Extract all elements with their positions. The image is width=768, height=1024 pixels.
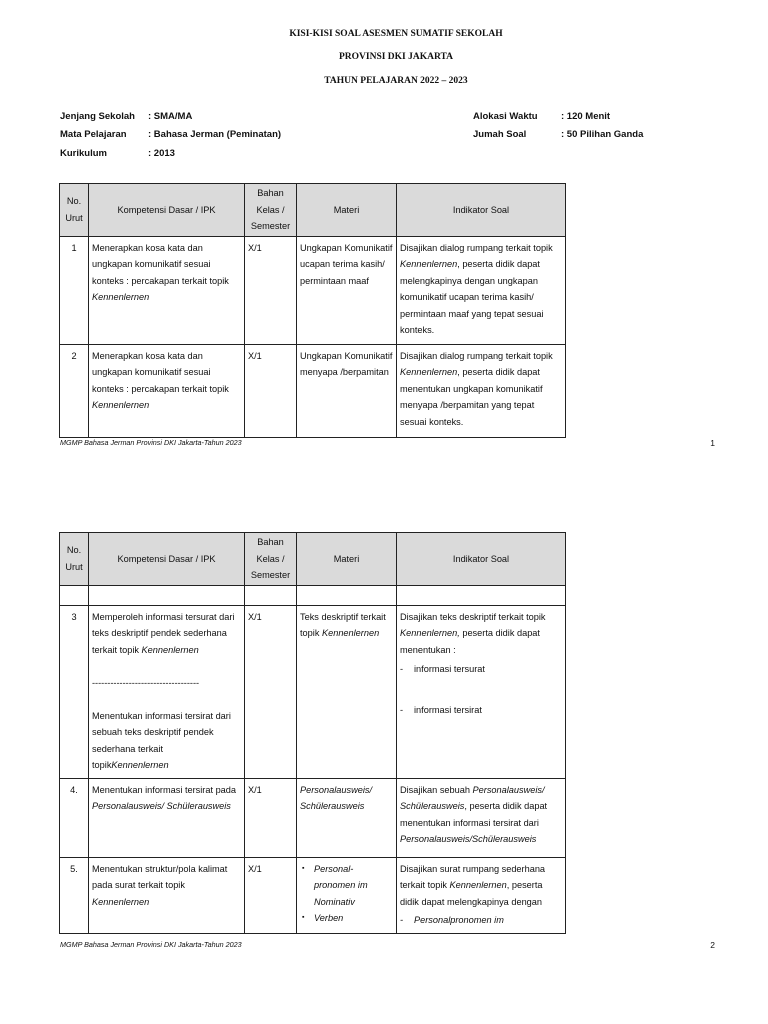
footer-text: MGMP Bahasa Jerman Provinsi DKI Jakarta-Tahun 2023 xyxy=(60,438,242,447)
kelas-cell: X/1 xyxy=(245,344,297,437)
meta-key-mapel: Mata Pelajaran xyxy=(60,129,127,140)
table-header-row xyxy=(60,533,566,586)
meta-key-jenjang: Jenjang Sekolah xyxy=(60,111,135,122)
meta-right xyxy=(473,111,673,151)
materi-cell: Teks deskriptif terkait topik Kennenlernen xyxy=(297,605,397,778)
table-row xyxy=(60,605,566,778)
indikator-cell: Disajikan surat rumpang sederhana terkait topik Kennenlernen, peserta didik dapat melengkapinya dengan - Personalpronomen im xyxy=(397,857,566,933)
table-header-row xyxy=(60,184,566,237)
kompetensi-cell: Menerapkan kosa kata dan ungkapan komunikatif sesuai konteks : percakapan terkait topik Kennenlernen xyxy=(89,236,245,344)
meta-value-kurikulum: : 2013 xyxy=(148,148,175,159)
page-footer-1 xyxy=(60,438,715,447)
footer-text: MGMP Bahasa Jerman Provinsi DKI Jakarta-Tahun 2023 xyxy=(60,940,242,949)
meta-value-jenjang: : SMA/MA xyxy=(148,111,193,122)
materi-cell: Personalausweis/ Schülerausweis xyxy=(297,778,397,857)
row-number: 5. xyxy=(60,857,89,933)
list-item: ▪ Verben xyxy=(300,910,393,927)
header-kelas: Bahan Kelas / Semester xyxy=(245,533,297,586)
header-materi: Materi xyxy=(297,184,397,237)
row-number: 2 xyxy=(60,344,89,437)
indikator-cell: Disajikan teks deskriptif terkait topik Kennenlernen, peserta didik dapat menentukan : - informasi tersurat - informasi tersirat xyxy=(397,605,566,778)
indikator-cell: Disajikan dialog rumpang terkait topik Kennenlernen, peserta didik dapat menentukan ungkapan komunikatif menyapa /berpamitan yang tepat sesuai konteks. xyxy=(397,344,566,437)
list-item: ▪ Personal-pronomen im Nominativ xyxy=(300,861,393,911)
kelas-cell: X/1 xyxy=(245,778,297,857)
row-number: 4. xyxy=(60,778,89,857)
row-number: 3 xyxy=(60,605,89,778)
list-item: - informasi tersurat xyxy=(400,661,562,678)
materi-list xyxy=(300,861,393,927)
kisi-kisi-table-page-2 xyxy=(59,532,566,934)
kelas-cell: X/1 xyxy=(245,236,297,344)
header-kelas: Bahan Kelas / Semester xyxy=(245,184,297,237)
materi-cell: Ungkapan Komunikatif menyapa /berpamitan xyxy=(297,344,397,437)
list-item: - Personalpronomen im xyxy=(400,912,562,929)
header-kompetensi: Kompetensi Dasar / IPK xyxy=(89,184,245,237)
indikator-cell: Disajikan sebuah Personalausweis/ Schülerausweis, peserta didik dapat menentukan informasi tersirat dari Personalausweis/Schülerausweis xyxy=(397,778,566,857)
meta-left xyxy=(60,111,360,171)
table-row xyxy=(60,857,566,933)
empty-row xyxy=(60,585,566,605)
materi-cell xyxy=(297,857,397,933)
kelas-cell: X/1 xyxy=(245,857,297,933)
province-title: PROVINSI DKI JAKARTA xyxy=(338,52,454,62)
table-row xyxy=(60,778,566,857)
year-title: TAHUN PELAJARAN 2022 – 2023 xyxy=(324,76,468,86)
kompetensi-cell: Menentukan struktur/pola kalimat pada surat terkait topik Kennenlernen xyxy=(89,857,245,933)
header-no: No. Urut xyxy=(60,184,89,237)
page-number: 2 xyxy=(710,940,715,950)
page-footer-2 xyxy=(60,940,715,949)
indikator-list xyxy=(400,661,562,718)
header-indikator: Indikator Soal xyxy=(397,533,566,586)
meta-value-alokasi: : 120 Menit xyxy=(561,111,611,122)
kompetensi-cell: Menentukan informasi tersirat pada Personalausweis/ Schülerausweis xyxy=(89,778,245,857)
meta-key-jumlah: Jumah Soal xyxy=(473,129,527,140)
header-kompetensi: Kompetensi Dasar / IPK xyxy=(89,533,245,586)
header-no: No. Urut xyxy=(60,533,89,586)
table-row xyxy=(60,344,566,437)
header-materi: Materi xyxy=(297,533,397,586)
kelas-cell: X/1 xyxy=(245,605,297,778)
table-row xyxy=(60,236,566,344)
document-title: KISI-KISI SOAL ASESMEN SUMATIF SEKOLAH xyxy=(289,29,503,39)
meta-key-kurikulum: Kurikulum xyxy=(60,148,107,159)
materi-cell: Ungkapan Komunikatif ucapan terima kasih/ permintaan maaf xyxy=(297,236,397,344)
indikator-list xyxy=(400,912,562,929)
meta-value-mapel: : Bahasa Jerman (Peminatan) xyxy=(148,129,282,140)
meta-value-jumlah: : 50 Pilihan Ganda xyxy=(561,129,644,140)
kisi-kisi-table-page-1 xyxy=(59,183,566,438)
header-indikator: Indikator Soal xyxy=(397,184,566,237)
row-number: 1 xyxy=(60,236,89,344)
indikator-cell: Disajikan dialog rumpang terkait topik Kennenlernen, peserta didik dapat melengkapinya dengan ungkapan komunikatif ucapan terima kasih/ permintaan maaf yang tepat sesuai konteks. xyxy=(397,236,566,344)
page-number: 1 xyxy=(710,438,715,448)
list-item: - informasi tersirat xyxy=(400,702,562,719)
meta-key-alokasi: Alokasi Waktu xyxy=(473,111,538,122)
kompetensi-cell: Menerapkan kosa kata dan ungkapan komunikatif sesuai konteks : percakapan terkait topik Kennenlernen xyxy=(89,344,245,437)
kompetensi-cell: Memperoleh informasi tersurat dari teks deskriptif pendek sederhana terkait topik Kennenlernen ----------------------------------- Menentukan informasi tersirat dari sebuah teks deskriptif pendek sederhana terkait topikKennenlernen xyxy=(89,605,245,778)
